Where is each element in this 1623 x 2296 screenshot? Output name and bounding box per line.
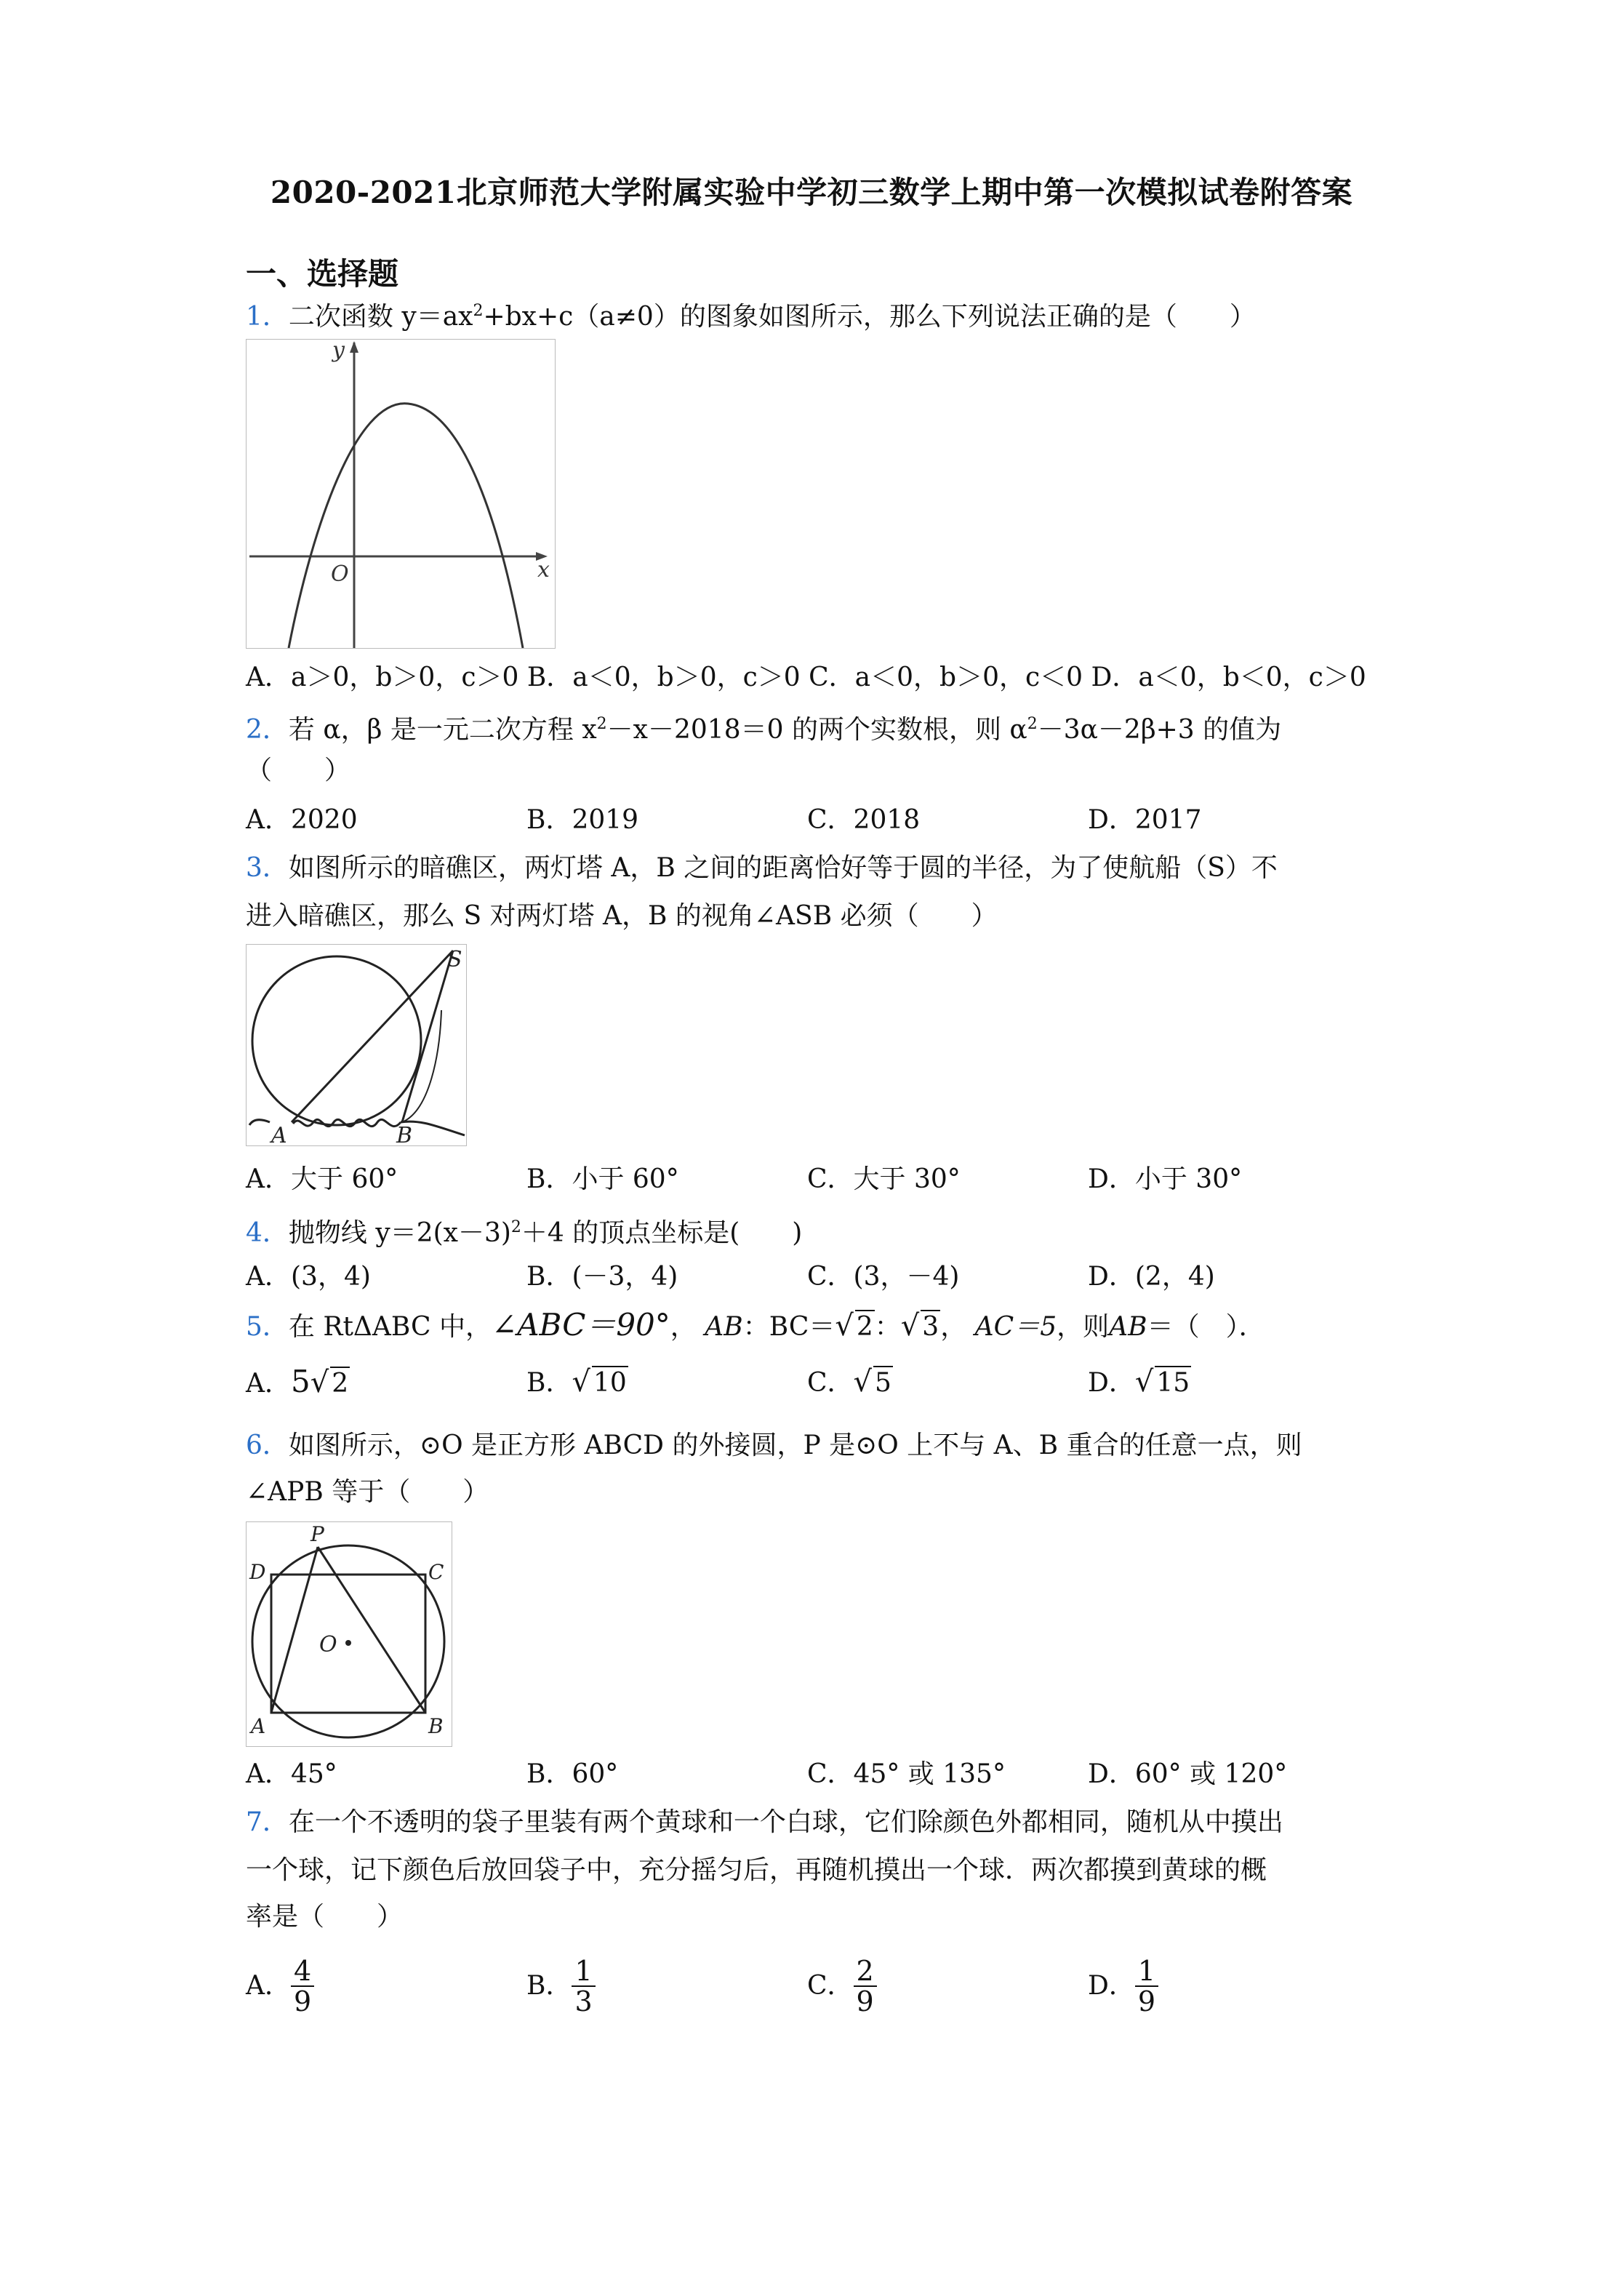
superscript: 2 — [1027, 715, 1038, 733]
question-number: 4． — [246, 1218, 289, 1248]
c-label: C — [428, 1560, 444, 1584]
numerator: 1 — [1135, 1956, 1158, 1987]
y-axis-label: y — [332, 340, 345, 363]
option-a: A．5√ 2 — [246, 1364, 349, 1399]
fraction — [572, 1956, 595, 2016]
reef-figure — [246, 944, 467, 1146]
section-heading: 一、选择题 — [246, 256, 399, 292]
ac-expression: AC＝5 — [974, 1312, 1057, 1342]
p-label: P — [310, 1522, 324, 1546]
radicand: 2 — [330, 1367, 350, 1400]
question-text: 在 RtΔABC 中， — [288, 1312, 492, 1342]
question-7 — [246, 1807, 1283, 1839]
radicand: 10 — [592, 1366, 628, 1399]
radicand: 3 — [921, 1310, 940, 1343]
angle-expression: ∠ABC＝90° — [492, 1307, 670, 1343]
radicand: 15 — [1155, 1366, 1191, 1399]
option-d — [1088, 1956, 1158, 2016]
question-text-cont: ， — [940, 1312, 967, 1342]
option-a: A．大于 60° — [246, 1164, 398, 1194]
option-label: D． — [1088, 1971, 1135, 2001]
denominator: 9 — [856, 1985, 874, 2017]
question-text: 若 α，β 是一元二次方程 x — [288, 715, 597, 745]
option-label: B． — [526, 1368, 572, 1398]
superscript: 2 — [510, 1218, 521, 1236]
origin-label: O — [331, 561, 349, 587]
option-c: C．大于 30° — [807, 1164, 961, 1194]
d-label: D — [249, 1560, 266, 1584]
option-a: A．2020 — [246, 805, 358, 835]
option-label: C． — [807, 1368, 854, 1398]
option-d: D．2017 — [1088, 805, 1202, 835]
question-3 — [246, 852, 1278, 884]
question-text: 二次函数 y＝ax — [288, 302, 473, 332]
option-a — [246, 1956, 314, 2016]
question-text-cont: ＝（ ）． — [1147, 1312, 1265, 1342]
question-text: 抛物线 y＝2(x－3) — [288, 1218, 511, 1248]
radicand: 5 — [873, 1366, 893, 1399]
option-d: D．√ 15 — [1088, 1365, 1190, 1399]
question-1-options: A．a＞0，b＞0，c＞0 B．a＜0，b＞0，c＞0 C．a＜0，b＞0，c＜0 D．a＜0，b＜0，c＞0 — [246, 663, 1366, 692]
question-number: 6． — [246, 1431, 289, 1460]
option-b: B．√ 10 — [526, 1365, 627, 1399]
ratio-text: ：BC＝ — [742, 1312, 835, 1342]
o-label: O — [319, 1632, 337, 1657]
question-number: 2． — [246, 715, 289, 745]
option-d: D．小于 30° — [1088, 1164, 1243, 1194]
a-label: A — [251, 1714, 266, 1738]
question-4 — [246, 1212, 802, 1249]
option-c: C．(3，－4) — [807, 1262, 960, 1292]
option-b: B．2019 — [526, 805, 639, 835]
option-label: A． — [246, 1971, 291, 2001]
option-b: B．小于 60° — [526, 1164, 679, 1194]
option-label: A． — [246, 1369, 291, 1399]
superscript: 2 — [596, 715, 607, 733]
numerator: 1 — [572, 1956, 595, 1987]
option-d: D．60° 或 120° — [1088, 1759, 1288, 1789]
option-label: B． — [526, 1971, 572, 2001]
question-5: 5．在 RtΔABC 中，∠ABC＝90°， AB：BC＝√ 2：√ 3， AC＝5，则AB＝（ ）． — [246, 1307, 1265, 1343]
option-a: A．45° — [246, 1759, 337, 1789]
fraction — [291, 1956, 314, 2016]
numerator: 2 — [854, 1956, 877, 1987]
page-title: 2020-2021北京师范大学附属实验中学初三数学上期中第一次模拟试卷附答案 — [270, 175, 1353, 210]
b-label: B — [428, 1714, 444, 1738]
superscript: 2 — [473, 302, 484, 320]
fraction — [854, 1956, 877, 2016]
option-b: B．60° — [526, 1759, 619, 1789]
question-text: 如图所示，⊙O 是正方形 ABCD 的外接圆，P 是⊙O 上不与 A、B 重合的任意一点，则 — [288, 1431, 1302, 1460]
question-2-line2: （ ） — [246, 756, 351, 785]
x-axis-label: x — [537, 557, 550, 583]
ratio-colon: ： — [874, 1312, 901, 1342]
question-number: 5． — [246, 1312, 289, 1342]
option-d: D．(2，4) — [1088, 1262, 1215, 1292]
question-text-cont: ＋4 的顶点坐标是( ) — [521, 1218, 803, 1248]
option-c: C．2018 — [807, 805, 921, 835]
option-b — [526, 1956, 596, 2016]
coefficient: 5 — [291, 1364, 310, 1399]
fraction — [1135, 1956, 1158, 2016]
denominator: 9 — [1137, 1985, 1156, 2017]
ratio-ab: AB — [705, 1312, 743, 1342]
question-6 — [246, 1430, 1302, 1462]
question-1 — [246, 295, 1256, 333]
option-c — [807, 1956, 877, 2016]
numerator: 4 — [291, 1956, 314, 1987]
s-label: S — [447, 947, 462, 972]
question-7-line2: 一个球，记下颜色后放回袋子中，充分摇匀后，再随机摸出一个球．两次都摸到黄球的概 — [246, 1855, 1267, 1885]
option-c: C．√ 5 — [807, 1365, 891, 1399]
question-text-cont: －x－2018＝0 的两个实数根，则 α — [606, 715, 1027, 745]
question-text-cont: －3α－2β+3 的值为 — [1037, 715, 1282, 745]
question-7-line3: 率是（ ） — [246, 1902, 404, 1932]
option-label: C． — [807, 1971, 854, 2001]
parabola-figure — [246, 339, 556, 649]
ab-expression: AB — [1109, 1312, 1147, 1342]
option-label: D． — [1088, 1368, 1135, 1398]
question-number: 7． — [246, 1807, 289, 1837]
question-text-cont: +bx+c（a≠0）的图象如图所示，那么下列说法正确的是（ ） — [483, 302, 1256, 332]
question-text-cont: ， — [670, 1312, 697, 1342]
question-6-line2: ∠APB 等于（ ） — [246, 1477, 489, 1507]
question-3-line2: 进入暗礁区，那么 S 对两灯塔 A，B 的视角∠ASB 必须（ ） — [246, 901, 998, 931]
question-number: 3． — [246, 853, 289, 883]
radicand: 2 — [855, 1310, 875, 1343]
denominator: 9 — [294, 1985, 312, 2017]
question-number: 1． — [246, 302, 289, 332]
denominator: 3 — [574, 1985, 593, 2017]
option-c: C．45° 或 135° — [807, 1759, 1006, 1789]
question-text: 如图所示的暗礁区，两灯塔 A，B 之间的距离恰好等于圆的半径，为了使航船（S）不 — [288, 853, 1278, 883]
question-2 — [246, 708, 1281, 746]
option-b: B．(－3，4) — [526, 1262, 678, 1292]
circle-square-figure — [246, 1521, 452, 1747]
b-label: B — [396, 1123, 413, 1145]
question-text: 在一个不透明的袋子里装有两个黄球和一个白球，它们除颜色外都相同，随机从中摸出 — [288, 1807, 1283, 1837]
question-text-cont: ，则 — [1057, 1312, 1110, 1342]
option-a: A．(3，4) — [246, 1262, 371, 1292]
a-label: A — [271, 1123, 287, 1145]
